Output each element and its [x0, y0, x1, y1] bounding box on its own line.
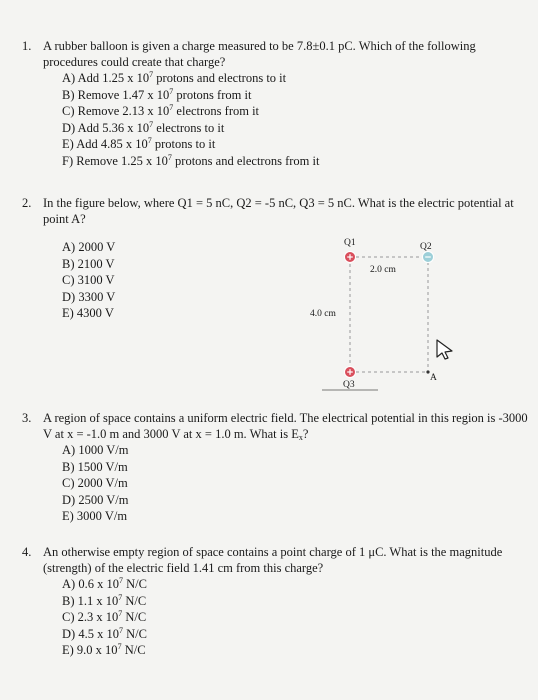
answer-option: F) Remove 1.25 x $10^7$ protons and electrons from it [62, 152, 320, 168]
answer-option: D) Add 5.36 x $10^7$ electrons to it [62, 119, 225, 135]
q2-charge [423, 252, 434, 263]
q2-label: Q2 [420, 242, 432, 252]
answer-option: E) 9.0 x $10^7$ N/C [62, 642, 146, 658]
q3-charge [345, 367, 356, 378]
answer-option: B) 2100 V [62, 256, 115, 271]
answer-option: A) 0.6 x $10^7$ N/C [62, 576, 147, 591]
q3-label: Q3 [343, 380, 355, 390]
question-stem: A rubber balloon is given a charge measured to be 7.8±0.1 pC. Which of the following procedures could create that charge? [43, 39, 476, 69]
charge-diagram [300, 232, 450, 392]
mouse-cursor-icon [435, 338, 455, 360]
question-stem: In the figure below, where Q1 = 5 nC, Q2 = -5 nC, Q3 = 5 nC. What is the electric potential at point A? [43, 196, 514, 226]
answer-options [62, 70, 319, 170]
answer-option: E) 4300 V [62, 306, 114, 321]
question-number: 2. [22, 196, 32, 210]
point-a-label: A [430, 373, 437, 383]
question-number: 3. [22, 411, 32, 425]
answer-option: D) 3300 V [62, 289, 116, 304]
answer-option: E) Add 4.85 x $10^7$ protons to it [62, 136, 216, 152]
answer-options [62, 442, 128, 525]
question-stem: An otherwise empty region of space contains a point charge of 1 μC. What is the magnitude (strength) of the electric field 1.41 cm from this charge? [43, 545, 503, 575]
answer-option: D) 2500 V/m [62, 492, 129, 507]
vertical-distance-label: 4.0 cm [310, 309, 336, 319]
answer-option: B) 1500 V/m [62, 459, 128, 474]
answer-option: C) 2000 V/m [62, 476, 128, 491]
q1-charge [345, 252, 356, 263]
question-number: 4. [22, 545, 32, 559]
question-number: 1. [22, 39, 32, 53]
answer-option: C) Remove 2.13 x $10^7$ electrons from it [62, 103, 260, 119]
horizontal-distance-label: 2.0 cm [370, 265, 396, 275]
answer-options [62, 576, 147, 659]
answer-option: A) Add 1.25 x $10^7$ protons and electrons to it [62, 70, 287, 85]
answer-option: D) 4.5 x $10^7$ N/C [62, 625, 147, 641]
answer-option: C) 3100 V [62, 273, 115, 288]
answer-option: A) 1000 V/m [62, 443, 129, 457]
answer-option: A) 2000 V [62, 240, 116, 254]
question-stem: A region of space contains a uniform electric field. The electrical potential in this region is -3000 V at x = -1.0 m and 3000 V at x = 1.0 m. What is $E_x$? [43, 411, 528, 442]
answer-option: B) 1.1 x $10^7$ N/C [62, 592, 147, 608]
answer-option: B) Remove 1.47 x $10^7$ protons from it [62, 86, 252, 102]
q1-label: Q1 [344, 238, 356, 248]
answer-option: E) 3000 V/m [62, 509, 128, 524]
answer-options [62, 239, 115, 322]
answer-option: C) 2.3 x $10^7$ N/C [62, 609, 147, 625]
